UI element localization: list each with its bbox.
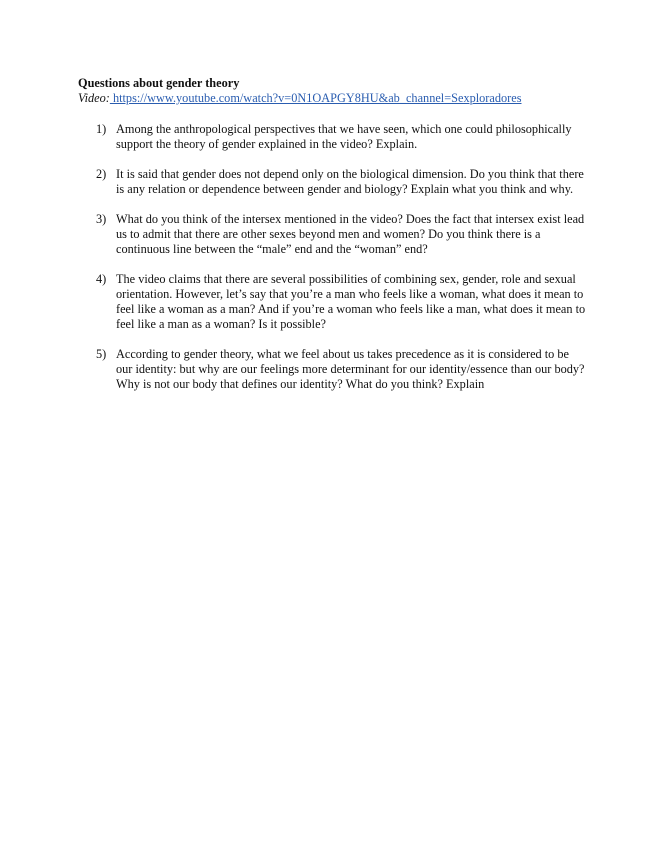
question-item-2 [78,167,588,197]
questions-list [78,122,588,392]
question-number: 2) [96,167,107,181]
video-link[interactable]: https://www.youtube.com/watch?v=0N1OAPGY8HU&ab_channel=Sexploradores [109,91,522,105]
question-text: The video claims that there are several possibilities of combining sex, gender, role and sexual orientation. However, let’s say that you’re a man who feels like a woman, what does it mean to feel like a woman as a man? And if you’re a woman who feels like a man, what does it mean to feel like a man as a woman? Is it possible? [116,272,586,331]
question-number: 3) [96,212,107,226]
question-item-4 [78,272,588,332]
question-number: 5) [96,347,107,361]
question-number: 4) [96,272,107,286]
question-text: It is said that gender does not depend only on the biological dimension. Do you think that there is any relation or dependence between gender and biology? Explain what you think and why. [116,167,584,196]
question-item-3 [78,212,588,257]
question-text: Among the anthropological perspectives that we have seen, which one could philosophically support the theory of gender explained in the video? Explain. [116,122,572,151]
document-content [78,76,588,407]
video-line [78,91,588,106]
question-text: According to gender theory, what we feel about us takes precedence as it is considered to be our identity: but why are our feelings more determinant for our identity/essence than our body? Why is not our body that defines our identity? What do you think? Explain [116,347,585,391]
question-number: 1) [96,122,107,136]
question-item-5 [78,347,588,392]
question-item-1 [78,122,588,152]
question-text: What do you think of the intersex mentioned in the video? Does the fact that intersex exist lead us to admit that there are other sexes beyond men and women? Do you think there is a continuous line between the “male” end and the “woman” end? [116,212,585,256]
document-title: Questions about gender theory [78,76,240,90]
video-label: Video: [78,91,110,105]
